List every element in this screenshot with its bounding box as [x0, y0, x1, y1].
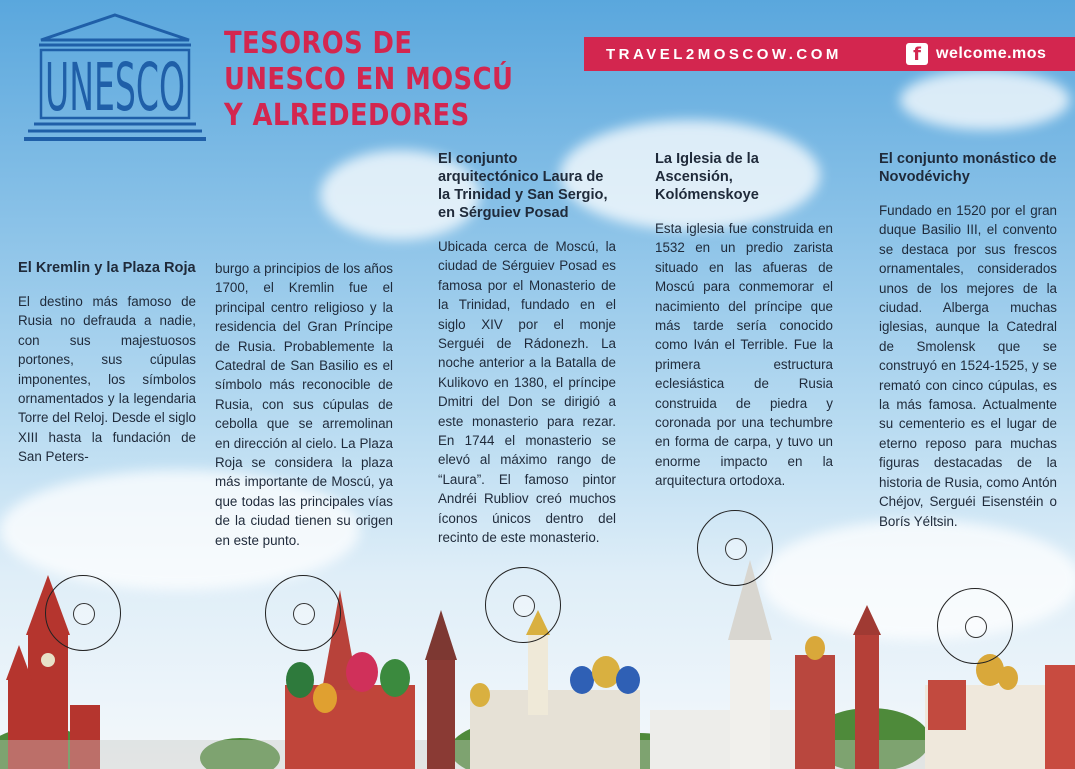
section-title: La Iglesia de la Ascensión, Kolómenskoye — [655, 151, 759, 203]
title-line: UNESCO EN MOSCÚ — [224, 62, 514, 97]
location-marker[interactable] — [45, 575, 121, 651]
section-ascension — [655, 150, 833, 491]
section-text: burgo a principios de los años 1700, el Kremlin fue el principal centro religioso y la residencia del Gran Príncipe de Rusia. Probablemente la Catedral de San Basilio es el símbolo más reconocible de Rusia, con sus cúpulas de cebolla que se arremolinan en dirección al cielo. La Plaza Roja se considera la plaza más importante de Moscú, ya que todas las principales vías de la ciudad tienen su origen en este punto. — [215, 261, 393, 548]
unesco-logo — [24, 12, 206, 148]
unesco-logo-text: UNESCO — [45, 49, 185, 126]
website-banner — [584, 37, 1075, 71]
facebook-handle[interactable]: welcome.mos — [936, 45, 1047, 62]
section-lavra — [438, 150, 616, 548]
section-title: El Kremlin y la Plaza Roja — [18, 260, 196, 276]
title-line: Y ALREDEDORES — [224, 98, 470, 133]
location-marker[interactable] — [937, 588, 1013, 664]
website-link[interactable]: TRAVEL2MOSCOW.COM — [606, 45, 842, 63]
title-line: TESOROS DE — [224, 26, 413, 61]
facebook-icon[interactable]: f — [906, 43, 928, 65]
cloud — [900, 70, 1070, 130]
location-marker[interactable] — [697, 510, 773, 586]
page-title — [224, 26, 513, 134]
section-text: Esta iglesia fue construida en 1532 en un predio zarista situado en las afueras de Moscú para conmemorar el nacimiento del príncipe que más tarde sería conocido como Iván el Terrible. Fue la primera estructura eclesiástica de Rusia construida de piedra y coronada por una techumbre en forma de carpa, y tuvo un enorme impacto en la arquitectura ortodoxa. — [655, 221, 833, 489]
section-text: Ubicada cerca de Moscú, la ciudad de Sérguiev Posad es famosa por el Monasterio de la Trinidad, fundado en el siglo XIV por el monje Serguéi de Rádonezh. La noche anterior a la Batalla de Kulikovo en 1380, el príncipe Dmitri del Don se dirigió a este monasterio para rezar. En 1744 el monasterio se elevó al máximo rango de “Laura”. El famoso pintor Andréi Rubliov creó muchos íconos únicos dentro del recinto de este monasterio. — [438, 239, 616, 546]
location-marker[interactable] — [485, 567, 561, 643]
location-marker[interactable] — [265, 575, 341, 651]
section-title: El conjunto monástico de Novodévichy — [879, 151, 1057, 185]
section-novodevichy — [879, 150, 1057, 531]
section-title: El conjunto arquitectónico Laura de la Trinidad y San Sergio, en Sérguiev Posad — [438, 151, 608, 221]
section-kremlin-continued — [215, 259, 393, 550]
section-text: El destino más famoso de Rusia no defrauda a nadie, con sus majestuosos portones, sus cúpulas imponentes, los símbolos ornamentados y la legendaria Torre del Reloj. Desde el siglo XIII hasta la fundación de San Peters- — [18, 294, 196, 465]
section-text: Fundado en 1520 por el gran duque Basilio III, el convento se destaca por sus frescos ornamentales, considerados unos de los mejores de la ciudad. Alberga muchas iglesias, aunque la Catedral de Smolensk que se construyó en 1524-1525, y se remató con cinco cúpulas, es la más famosa. Actualmente su cementerio es el lugar de eterno reposo para muchas figuras destacadas de la historia de Rusia, como Antón Chéjov, Serguéi Eisenstéin o Borís Yéltsin. — [879, 203, 1057, 529]
section-kremlin — [18, 259, 196, 467]
